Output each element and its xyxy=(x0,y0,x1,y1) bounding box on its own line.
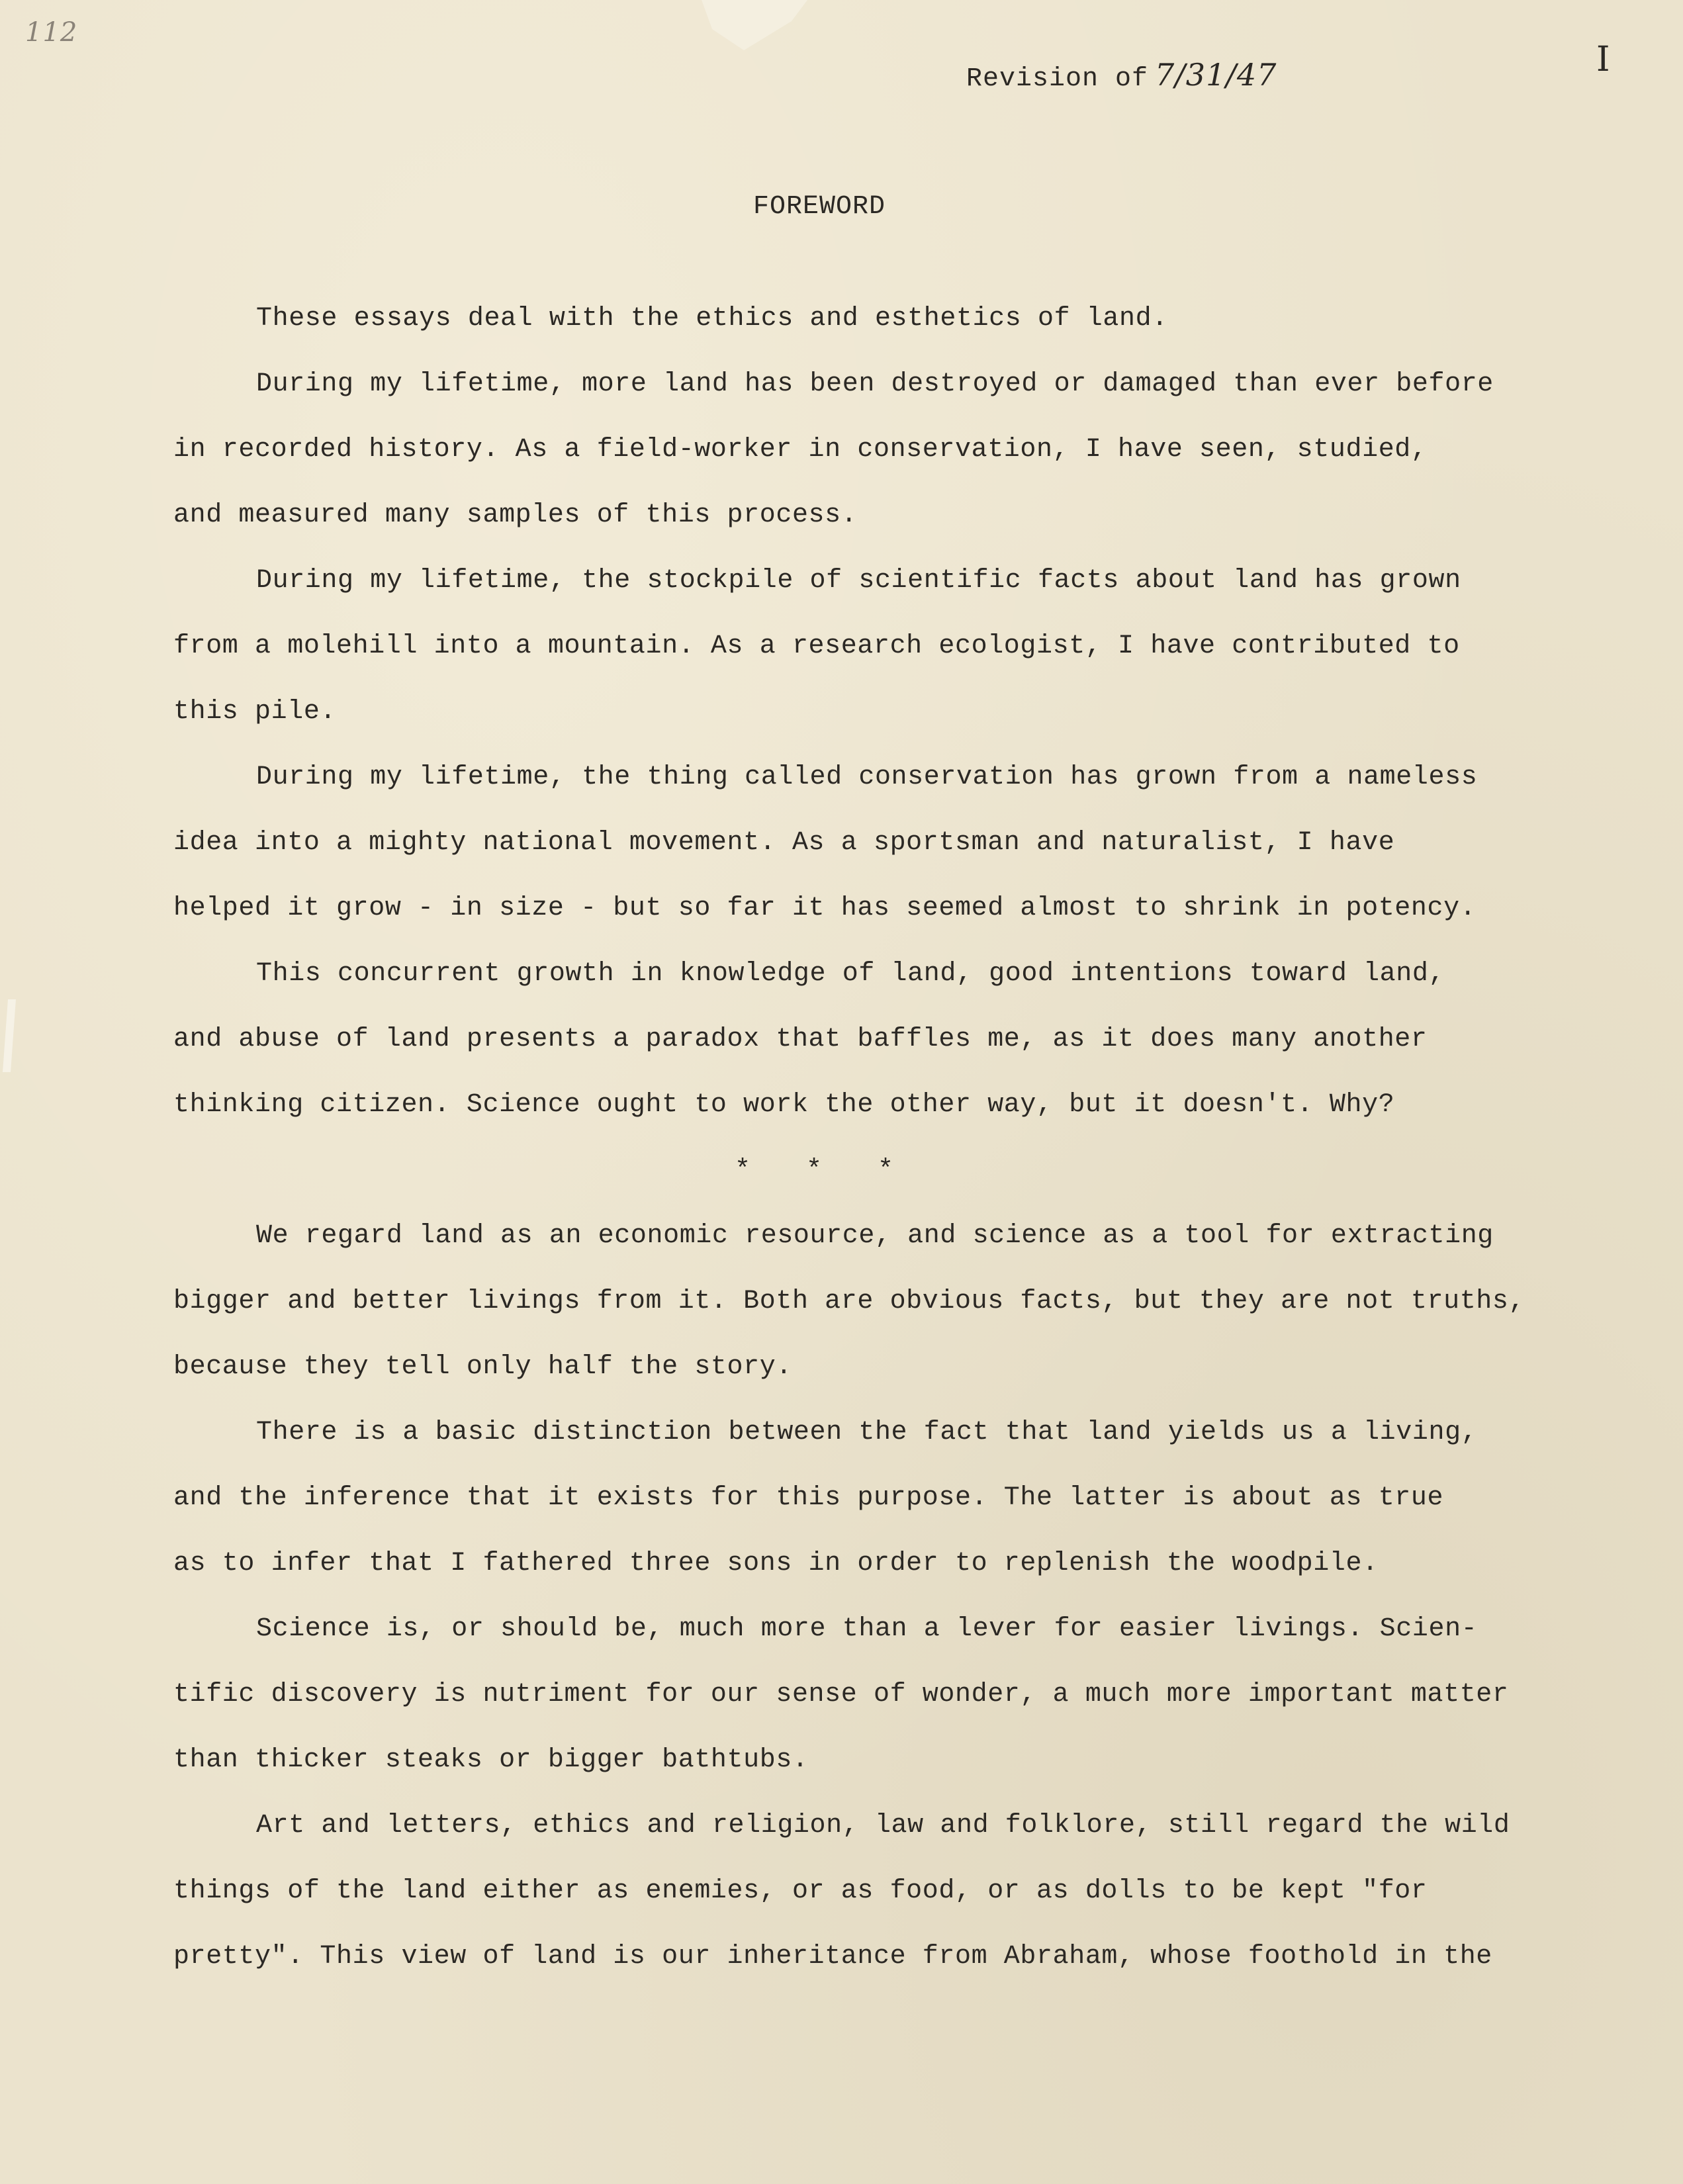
revision-label: Revision of xyxy=(966,64,1149,94)
text-line: things of the land either as enemies, or as food, or as dolls to be kept "for xyxy=(173,1876,1428,1906)
text-line: pretty". This view of land is our inheritance from Abraham, whose foothold in the xyxy=(173,1942,1492,1972)
paragraph xyxy=(173,1793,1563,1989)
text-line: and the inference that it exists for this purpose. The latter is about as true xyxy=(173,1483,1444,1513)
text-line: than thicker steaks or bigger bathtubs. xyxy=(173,1745,809,1775)
text-line: in recorded history. As a field-worker in conservation, I have seen, studied, xyxy=(173,435,1428,465)
text-line: tific discovery is nutriment for our sense of wonder, a much more important matter xyxy=(173,1680,1509,1709)
text-line: helped it grow - in size - but so far it has seemed almost to shrink in potency. xyxy=(173,893,1477,923)
text-line: and abuse of land presents a paradox that baffles me, as it does many another xyxy=(173,1024,1428,1054)
text-line: Science is, or should be, much more than a lever for easier livings. Scien- xyxy=(256,1614,1478,1644)
paragraph xyxy=(173,1400,1563,1596)
paper-tear xyxy=(702,0,807,53)
paragraph xyxy=(173,745,1563,941)
paragraph xyxy=(173,548,1563,745)
text-line: We regard land as an economic resource, and science as a tool for extracting xyxy=(256,1221,1494,1251)
text-line: because they tell only half the story. xyxy=(173,1352,792,1382)
text-line: During my lifetime, more land has been destroyed or damaged than ever before xyxy=(256,369,1494,399)
text-line: There is a basic distinction between the fact that land yields us a living, xyxy=(256,1418,1478,1447)
page-title: FOREWORD xyxy=(753,192,886,222)
paper-edge-mark xyxy=(3,999,16,1072)
text-line: this pile. xyxy=(173,697,337,727)
text-line: During my lifetime, the stockpile of scientific facts about land has grown xyxy=(256,566,1461,596)
text-line: thinking citizen. Science ought to work the other way, but it doesn't. Why? xyxy=(173,1090,1395,1120)
text-line: idea into a mighty national movement. As a sportsman and naturalist, I have xyxy=(173,828,1395,858)
page-number: I xyxy=(1596,40,1610,79)
document-body xyxy=(173,286,1563,1989)
text-line: and measured many samples of this process. xyxy=(173,500,858,530)
text-line: Art and letters, ethics and religion, law and folklore, still regard the wild xyxy=(256,1811,1510,1841)
paragraph xyxy=(173,1596,1563,1793)
text-line: bigger and better livings from it. Both are obvious facts, but they are not truths, xyxy=(173,1287,1525,1316)
corner-pencil-note: 112 xyxy=(25,17,78,48)
paragraph xyxy=(173,351,1563,548)
section-separator: * * * xyxy=(735,1156,914,1185)
paragraph xyxy=(173,286,1563,351)
text-line: from a molehill into a mountain. As a research ecologist, I have contributed to xyxy=(173,631,1460,661)
paragraph xyxy=(173,1203,1563,1400)
text-line: These essays deal with the ethics and esthetics of land. xyxy=(256,304,1168,334)
paragraph xyxy=(173,941,1563,1138)
revision-note xyxy=(966,57,1277,94)
text-line: as to infer that I fathered three sons in order to replenish the woodpile. xyxy=(173,1549,1379,1578)
text-line: This concurrent growth in knowledge of land, good intentions toward land, xyxy=(256,959,1445,989)
revision-date: 7/31/47 xyxy=(1155,57,1277,93)
text-line: During my lifetime, the thing called conservation has grown from a nameless xyxy=(256,762,1478,792)
